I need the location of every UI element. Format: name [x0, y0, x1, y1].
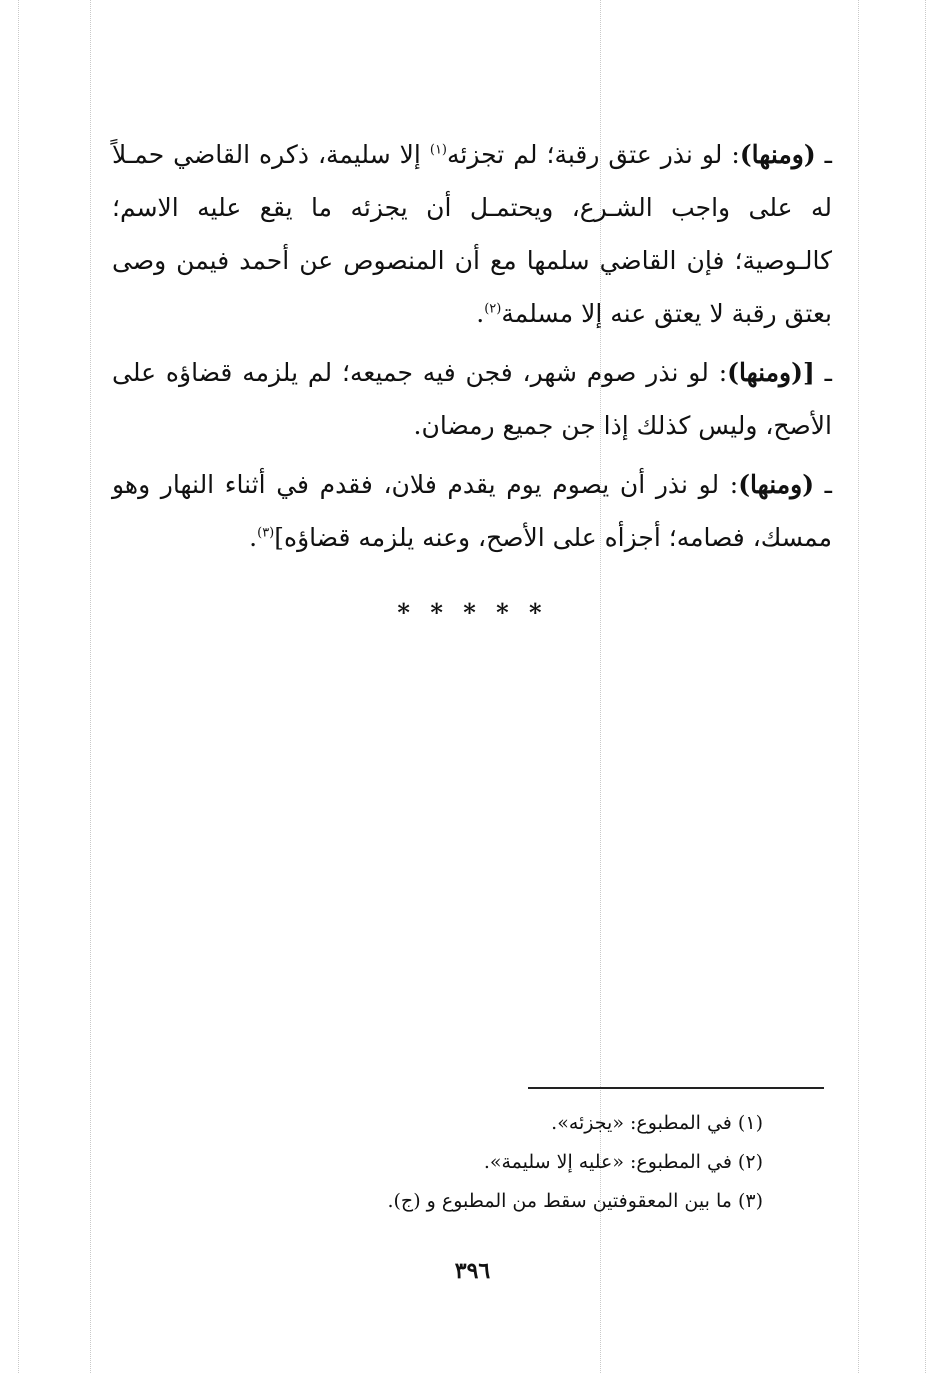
dash: ـ	[824, 470, 832, 499]
paragraph-text: : لو نذر عتق رقبة؛ لم تجزئه	[447, 140, 740, 169]
dash: ـ	[824, 358, 832, 387]
paragraph-text: : لو نذر أن يصوم يوم يقدم فلان، فقدم في أثناء النهار وهو ممسك، فصامه؛ أجزأه على الأصح، وعنه يلزمه قضاؤه]	[112, 470, 832, 552]
paragraph-lead: [(ومنها)	[727, 358, 815, 387]
paragraph-lead: (ومنها)	[739, 140, 816, 169]
section-separator: * * * * *	[397, 598, 548, 627]
footnotes	[303, 1104, 763, 1221]
paragraph-1	[112, 128, 832, 340]
footnote-ref: (١)	[429, 142, 447, 158]
guide-line	[925, 0, 926, 1373]
paragraph-lead: (ومنها)	[738, 470, 815, 499]
guide-line	[18, 0, 19, 1373]
footnote-3: (٣) ما بين المعقوفتين سقط من المطبوع و (ج).	[387, 1190, 763, 1212]
paragraph-text: إلا سليمة، ذكره القاضي حمـلاً له على واجب الشـرع، ويحتمـل أن يجزئه ما يقع عليه الاسم؛ كالـوصية؛ فإن القاضي سلمها مع أن المنصوص عن أحمد فيمن وصى بعتق رقبة لا يعتق عنه إلا مسلمة	[112, 140, 832, 328]
paragraph-text: : لو نذر صوم شهر، فجن فيه جميعه؛ لم يلزمه قضاؤه على الأصح، وليس كذلك إذا جن جميع رمضان.	[112, 358, 832, 440]
paragraph-text: .	[249, 523, 258, 552]
paragraph-3	[112, 458, 832, 564]
footnote-ref: (٢)	[484, 301, 502, 317]
page-number: ٣٩٦	[454, 1258, 491, 1284]
footnote-divider	[528, 1087, 824, 1089]
paragraph-2	[112, 346, 832, 452]
guide-line	[90, 0, 91, 1373]
dash: ـ	[824, 140, 832, 169]
footnote-ref: (٣)	[257, 525, 275, 541]
footnote-1: (١) في المطبوع: «يجزئه».	[551, 1112, 763, 1134]
footnote-2: (٢) في المطبوع: «عليه إلا سليمة».	[483, 1151, 763, 1173]
guide-line	[858, 0, 859, 1373]
paragraph-text: .	[476, 299, 485, 328]
body-text	[112, 128, 832, 570]
